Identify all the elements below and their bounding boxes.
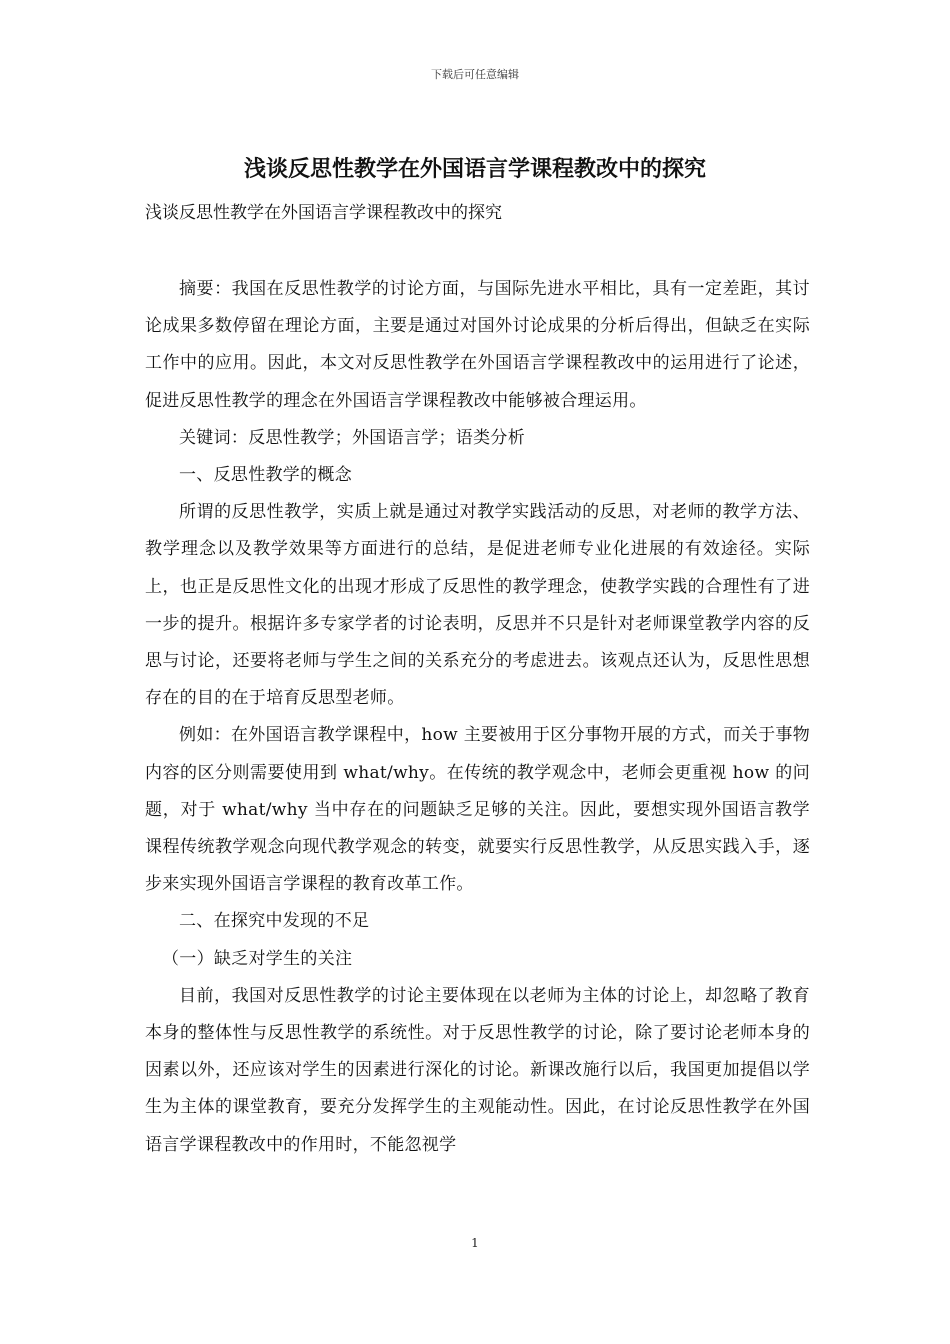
body-paragraph: 例如：在外国语言教学课程中，how 主要被用于区分事物开展的方式，而关于事物内容的区分则需要使用到 what/why。在传统的教学观念中，老师会更重视 how 的问题，对于 what/why 当中存在的问题缺乏足够的关注。因此，要想实现外国语言教学课程传统教学观念向现代教学观念的转变，就要实行反思性教学，从反思实践入手，逐步来实现外国语言学课程的教育改革工作。 <box>145 725 810 895</box>
body-paragraph: 目前，我国对反思性教学的讨论主要体现在以老师为主体的讨论上，却忽略了教育本身的整体性与反思性教学的系统性。对于反思性教学的讨论，除了要讨论老师本身的因素以外，还应该对学生的因素进行深化的讨论。新课改施行以后，我国更加提倡以学生为主体的课堂教育，要充分发挥学生的主观能动性。因此，在讨论反思性教学在外国语言学课程教改中的作用时，不能忽视学 <box>145 985 810 1155</box>
subsection-heading-1: （一）缺乏对学生的关注 <box>162 948 353 969</box>
document-body <box>145 199 810 1164</box>
abstract-paragraph: 摘要：我国在反思性教学的讨论方面，与国际先进水平相比，具有一定差距，其讨论成果多数停留在理论方面，主要是通过对国外讨论成果的分析后得出，但缺乏在实际工作中的应用。因此，本文对反思性教学在外国语言学课程教改中的运用进行了论述，促进反思性教学的理念在外国语言学课程教改中能够被合理运用。 <box>145 279 810 411</box>
document-subtitle: 浅谈反思性教学在外国语言学课程教改中的探究 <box>145 203 502 223</box>
page-header: 下载后可任意编辑 <box>431 68 519 81</box>
keywords-line: 关键词：反思性教学；外国语言学；语类分析 <box>179 427 525 448</box>
page-number: 1 <box>471 1236 479 1250</box>
document-title: 浅谈反思性教学在外国语言学课程教改中的探究 <box>243 157 706 182</box>
body-paragraph: 所谓的反思性教学，实质上就是通过对教学实践活动的反思，对老师的教学方法、教学理念以及教学效果等方面进行的总结，是促进老师专业化进展的有效途径。实际上，也正是反思性文化的出现才形成了反思性的教学理念，使教学实践的合理性有了进一步的提升。根据许多专家学者的讨论表明，反思并不只是针对老师课堂教学内容的反思与讨论，还要将老师与学生之间的关系充分的考虑进去。该观点还认为，反思性思想存在的目的在于培育反思型老师。 <box>145 502 810 709</box>
section-heading-2: 二、在探究中发现的不足 <box>179 911 370 932</box>
section-heading-1: 一、反思性教学的概念 <box>179 465 352 486</box>
